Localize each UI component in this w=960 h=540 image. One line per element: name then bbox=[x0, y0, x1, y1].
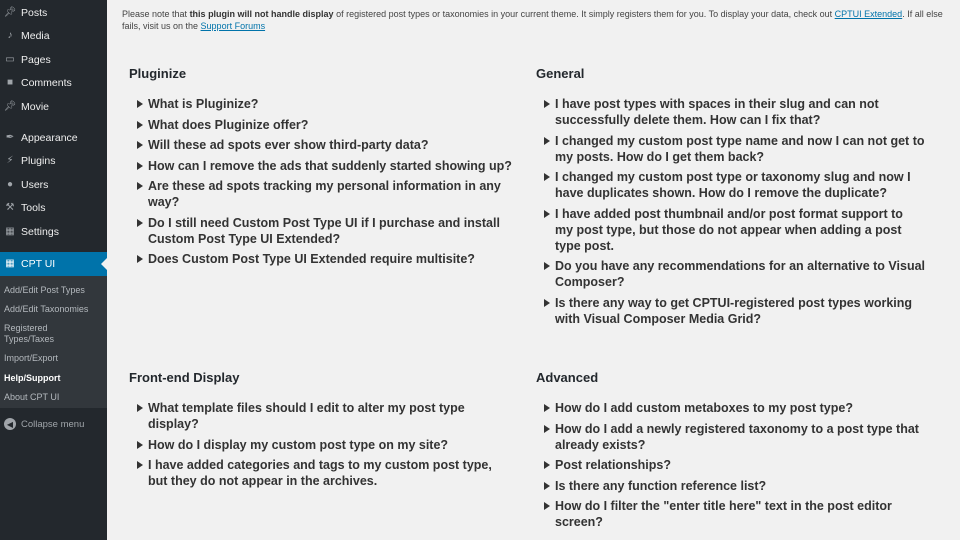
plugin-icon: ⚡︎ bbox=[6, 155, 14, 166]
faq-question-text: Will these ad spots ever show third-party data? bbox=[148, 138, 429, 152]
faq-list bbox=[129, 96, 524, 267]
faq-question-text: I have added post thumbnail and/or post format support to my post type, but those do not appear when adding a post type post. bbox=[555, 206, 903, 253]
menu-item-label: Pages bbox=[21, 54, 51, 66]
faq-question[interactable] bbox=[536, 206, 916, 254]
disclosure-triangle-icon bbox=[544, 137, 550, 145]
disclosure-triangle-icon bbox=[137, 141, 143, 149]
admin-sidebar bbox=[0, 0, 107, 540]
faq-question[interactable] bbox=[129, 158, 524, 174]
menu-item-users[interactable] bbox=[0, 174, 107, 196]
disclosure-triangle-icon bbox=[137, 100, 143, 108]
section-title: Pluginize bbox=[129, 66, 187, 81]
menu-item-label: Comments bbox=[21, 77, 72, 89]
faq-question[interactable] bbox=[536, 295, 916, 327]
faq-question-text: Is there any function reference list? bbox=[555, 478, 767, 493]
faq-question[interactable] bbox=[536, 96, 908, 128]
faq-question[interactable] bbox=[536, 478, 936, 494]
faq-question[interactable] bbox=[536, 457, 936, 473]
disclosure-triangle-icon bbox=[544, 100, 550, 108]
faq-question[interactable] bbox=[536, 258, 931, 290]
faq-question-text: What template files should I edit to alter my post type display? bbox=[148, 401, 465, 431]
display-notice bbox=[122, 8, 950, 32]
faq-question-text: I changed my custom post type name and now I can not get to my posts. How do I get them back? bbox=[555, 133, 925, 164]
faq-list bbox=[536, 96, 936, 327]
menu-item-label: Movie bbox=[21, 101, 50, 113]
faq-list bbox=[129, 400, 519, 489]
wrench-icon: ⚒︎ bbox=[5, 202, 15, 213]
grid-icon: ▦ bbox=[5, 258, 15, 269]
submenu-registered-types-taxes[interactable]: Registered Types/Taxes bbox=[4, 323, 55, 344]
faq-question[interactable] bbox=[129, 251, 524, 267]
disclosure-triangle-icon bbox=[544, 299, 550, 307]
menu-item-label: Appearance bbox=[21, 132, 78, 144]
disclosure-triangle-icon bbox=[137, 441, 143, 449]
faq-question-text: How can I remove the ads that suddenly started showing up? bbox=[148, 158, 512, 173]
faq-question[interactable] bbox=[129, 215, 509, 247]
disclosure-triangle-icon bbox=[544, 461, 550, 469]
menu-item-appearance[interactable] bbox=[0, 127, 107, 149]
cptui-extended-link[interactable]: CPTUI Extended bbox=[834, 9, 903, 19]
disclosure-triangle-icon bbox=[137, 162, 143, 170]
faq-question-text: What does Pluginize offer? bbox=[148, 117, 309, 132]
submenu-add-edit-taxonomies[interactable]: Add/Edit Taxonomies bbox=[4, 304, 89, 314]
disclosure-triangle-icon bbox=[137, 182, 143, 190]
pages-icon: ▭ bbox=[5, 54, 15, 65]
collapse-menu-label: Collapse menu bbox=[21, 418, 85, 430]
submenu-add-edit-post-types[interactable]: Add/Edit Post Types bbox=[4, 285, 85, 295]
menu-item-label: Plugins bbox=[21, 155, 56, 167]
collapse-menu-button[interactable] bbox=[0, 414, 107, 434]
pushpin-icon: 📌︎ bbox=[3, 7, 17, 18]
disclosure-triangle-icon bbox=[544, 173, 550, 181]
faq-question-text: Do I still need Custom Post Type UI if I purchase and install Custom Post Type UI Extended? bbox=[148, 215, 500, 246]
section-title: Front-end Display bbox=[129, 370, 240, 385]
disclosure-triangle-icon bbox=[544, 425, 550, 433]
faq-question[interactable] bbox=[129, 437, 519, 453]
menu-item-label: CPT UI bbox=[21, 258, 56, 270]
submenu-help-support[interactable]: Help/Support bbox=[4, 373, 61, 383]
pushpin-icon: 📌︎ bbox=[3, 101, 17, 112]
menu-item-tools[interactable] bbox=[0, 197, 107, 219]
menu-item-label: Users bbox=[21, 179, 49, 191]
disclosure-triangle-icon bbox=[544, 482, 550, 490]
cpt-ui-submenu bbox=[0, 276, 107, 408]
disclosure-triangle-icon bbox=[137, 219, 143, 227]
section-title: Advanced bbox=[536, 370, 599, 385]
disclosure-triangle-icon bbox=[137, 255, 143, 263]
faq-question-text: I have added categories and tags to my custom post type, but they do not appear in the archives. bbox=[148, 458, 492, 488]
menu-item-movie[interactable] bbox=[0, 96, 107, 118]
notice-middle: of registered post types or taxonomies in your current theme. It simply registers them for you. To display your data, check out bbox=[333, 9, 835, 19]
menu-item-label: Posts bbox=[21, 7, 48, 19]
faq-question-text: Are these ad spots tracking my personal information in any way? bbox=[148, 179, 501, 209]
faq-question[interactable] bbox=[129, 137, 524, 153]
faq-list bbox=[536, 400, 936, 530]
faq-question-text: Is there any way to get CPTUI-registered post types working with Visual Composer Media Grid? bbox=[555, 295, 913, 326]
section-pluginize bbox=[129, 66, 524, 272]
menu-item-pages[interactable] bbox=[0, 49, 107, 71]
faq-question-text: Does Custom Post Type UI Extended require multisite? bbox=[148, 252, 475, 266]
faq-question[interactable] bbox=[129, 117, 524, 133]
menu-item-label: Media bbox=[21, 30, 50, 42]
settings-icon: ▦ bbox=[5, 226, 15, 237]
menu-item-plugins[interactable] bbox=[0, 150, 107, 172]
menu-item-label: Tools bbox=[21, 202, 46, 214]
disclosure-triangle-icon bbox=[137, 121, 143, 129]
faq-question[interactable] bbox=[536, 498, 911, 530]
faq-question-text: How do I display my custom post type on my site? bbox=[148, 437, 449, 452]
faq-question[interactable] bbox=[536, 133, 931, 165]
disclosure-triangle-icon bbox=[544, 404, 550, 412]
faq-question[interactable] bbox=[129, 400, 489, 432]
faq-question[interactable] bbox=[129, 96, 524, 112]
section-title: General bbox=[536, 66, 585, 81]
current-menu-arrow bbox=[101, 258, 107, 270]
menu-item-media[interactable] bbox=[0, 25, 107, 47]
menu-item-settings[interactable] bbox=[0, 221, 107, 243]
notice-prefix: Please note that bbox=[122, 9, 190, 19]
faq-question[interactable] bbox=[536, 421, 928, 453]
faq-question-text: I changed my custom post type or taxonomy slug and now I have duplicates shown. How do I remove the duplicate? bbox=[555, 170, 911, 200]
faq-question[interactable] bbox=[129, 178, 509, 210]
disclosure-triangle-icon bbox=[544, 502, 550, 510]
menu-item-comments[interactable] bbox=[0, 72, 107, 94]
media-icon: ♪ bbox=[7, 30, 13, 41]
faq-question-text: I have post types with spaces in their slug and can not successfully delete them. How can I fix that? bbox=[555, 97, 879, 127]
support-forums-link[interactable]: Support Forums bbox=[200, 21, 266, 31]
faq-question-text: How do I add custom metaboxes to my post type? bbox=[555, 401, 853, 415]
faq-question-text: Do you have any recommendations for an alternative to Visual Composer? bbox=[555, 259, 926, 289]
disclosure-triangle-icon bbox=[137, 404, 143, 412]
collapse-arrow-icon: ◀ bbox=[4, 418, 16, 430]
faq-question[interactable] bbox=[536, 169, 931, 201]
section-front-end-display bbox=[129, 370, 519, 494]
faq-question-text: How do I add a newly registered taxonomy to a post type that already exists? bbox=[555, 421, 919, 452]
comment-icon: ■ bbox=[6, 77, 14, 88]
faq-question-text: How do I filter the "enter title here" text in the post editor screen? bbox=[555, 499, 892, 529]
faq-question[interactable] bbox=[536, 400, 936, 416]
submenu-about-cpt-ui[interactable]: About CPT UI bbox=[4, 392, 60, 402]
faq-question[interactable] bbox=[129, 457, 509, 489]
submenu-import-export[interactable]: Import/Export bbox=[4, 353, 59, 363]
section-general bbox=[536, 66, 936, 331]
faq-question-text: What is Pluginize? bbox=[148, 97, 259, 111]
disclosure-triangle-icon bbox=[544, 210, 550, 218]
faq-question-text: Post relationships? bbox=[555, 458, 671, 472]
menu-item-posts[interactable] bbox=[0, 2, 107, 24]
section-advanced bbox=[536, 370, 936, 535]
menu-item-cpt-ui[interactable] bbox=[0, 252, 107, 276]
user-icon: ● bbox=[6, 179, 14, 190]
notice-bold: this plugin will not handle display bbox=[189, 9, 334, 19]
menu-item-label: Settings bbox=[21, 226, 59, 238]
notice-after-link: . If all else fails, visit us on the bbox=[122, 9, 943, 31]
disclosure-triangle-icon bbox=[137, 461, 143, 469]
disclosure-triangle-icon bbox=[544, 262, 550, 270]
brush-icon: ✒ bbox=[5, 132, 15, 143]
